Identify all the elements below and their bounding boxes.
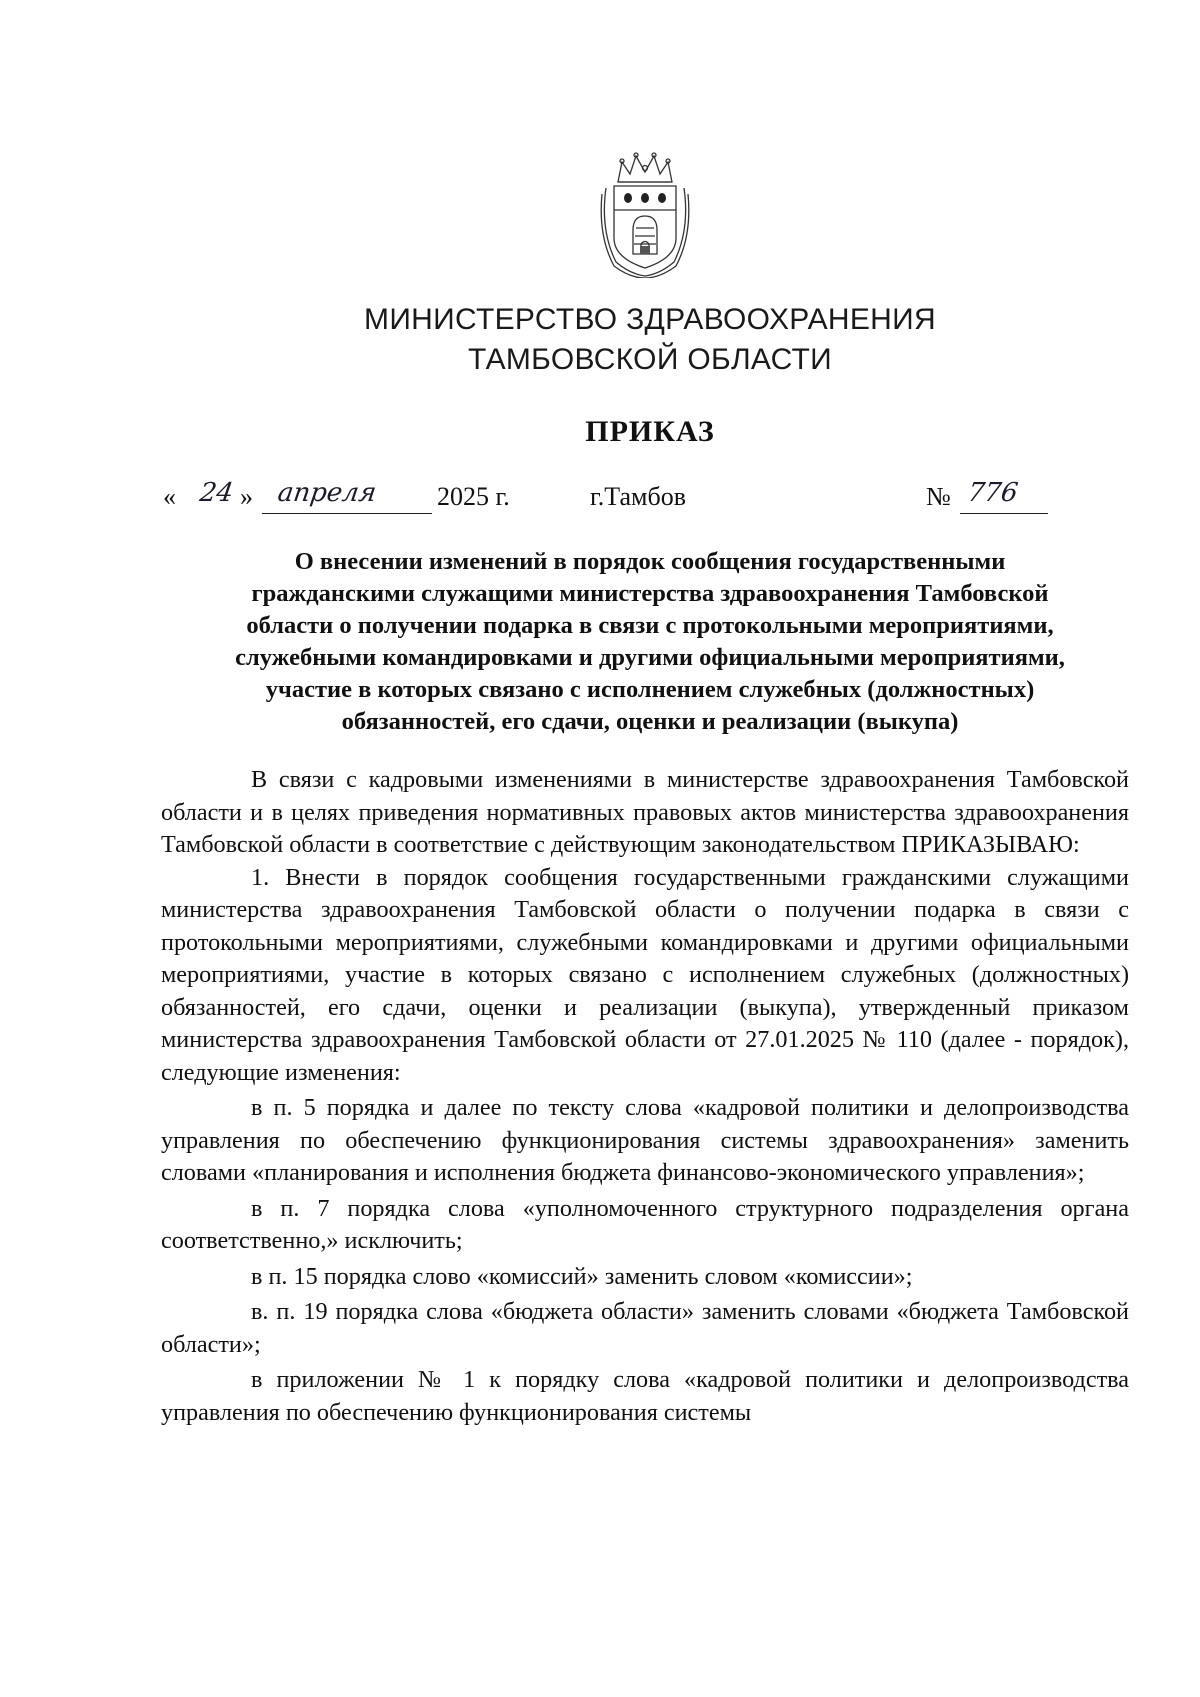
month-handwritten: апреля (275, 478, 379, 508)
order-subject (160, 546, 1140, 738)
subject-line: участие в которых связано с исполнением служебных (должностных) (265, 676, 1035, 703)
subject-line: области о получении подарка в связи с протокольными мероприятиями, (246, 612, 1054, 639)
change-paragraph: в п. 15 порядка слово «комиссий» заменить словом «комиссии»; (251, 1262, 913, 1290)
day-quote-open: « (163, 482, 176, 511)
month-underline (262, 513, 432, 514)
day-quote-close: » (240, 482, 253, 511)
subject-line: служебными командировками и другими официальными мероприятиями, (235, 644, 1065, 671)
change-paragraph: в п. 5 порядка и далее по тексту слова «кадровой политики и делопроизводства управления по обеспечению функционирования системы здравоохранения» заменить словами «планирования и исполнения бюджета финансово-экономического управления»; (161, 1094, 1129, 1186)
day-handwritten: 24 (197, 478, 236, 508)
tambov-region-coat-of-arms-icon (596, 150, 694, 278)
number-label: № (926, 482, 951, 511)
preamble-paragraph: В связи с кадровыми изменениями в министерстве здравоохранения Тамбовской области и в целях приведения нормативных правовых актов министерства здравоохранения Тамбовской области в соответствие с действующим законодательством ПРИКАЗЫВАЮ: (161, 766, 1129, 858)
subject-line: обязанностей, его сдачи, оценки и реализации (выкупа) (341, 708, 959, 735)
number-handwritten: 776 (965, 478, 1020, 508)
number-underline (960, 513, 1048, 514)
subject-line: гражданскими служащими министерства здравоохранения Тамбовской (251, 580, 1049, 607)
change-paragraph: в приложении № 1 к порядку слова «кадровой политики и делопроизводства управления по обеспечению функционирования системы (161, 1366, 1129, 1426)
city: г.Тамбов (590, 482, 686, 511)
ministry-name-line2: ТАМБОВСКОЙ ОБЛАСТИ (467, 343, 833, 376)
order-body (161, 764, 1129, 1429)
change-paragraph: в п. 7 порядка слова «уполномоченного структурного подразделения органа соответственно,» исключить; (161, 1194, 1129, 1254)
subject-line: О внесении изменений в порядок сообщения государственными (294, 548, 1006, 575)
document-type-title: ПРИКАЗ (585, 415, 715, 448)
year: 2025 г. (437, 482, 510, 511)
change-paragraph: в. п. 19 порядка слова «бюджета области» заменить словами «бюджета Тамбовской области»; (161, 1298, 1129, 1358)
ministry-name-line1: МИНИСТЕРСТВО ЗДРАВООХРАНЕНИЯ (364, 303, 936, 336)
item-paragraph: 1. Внести в порядок сообщения государственными гражданскими служащими министерства здравоохранения Тамбовской области о получении подарка в связи с протокольными мероприятиями, служебными командировками и другими официальными мероприятиями, участие в которых связано с исполнением служебных (должностных) обязанностей, его сдачи, оценки и реализации (выкупа), утвержденный приказом министерства здравоохранения Тамбовской области от 27.01.2025 № 110 (далее - порядок), следующие изменения: (161, 863, 1129, 1086)
